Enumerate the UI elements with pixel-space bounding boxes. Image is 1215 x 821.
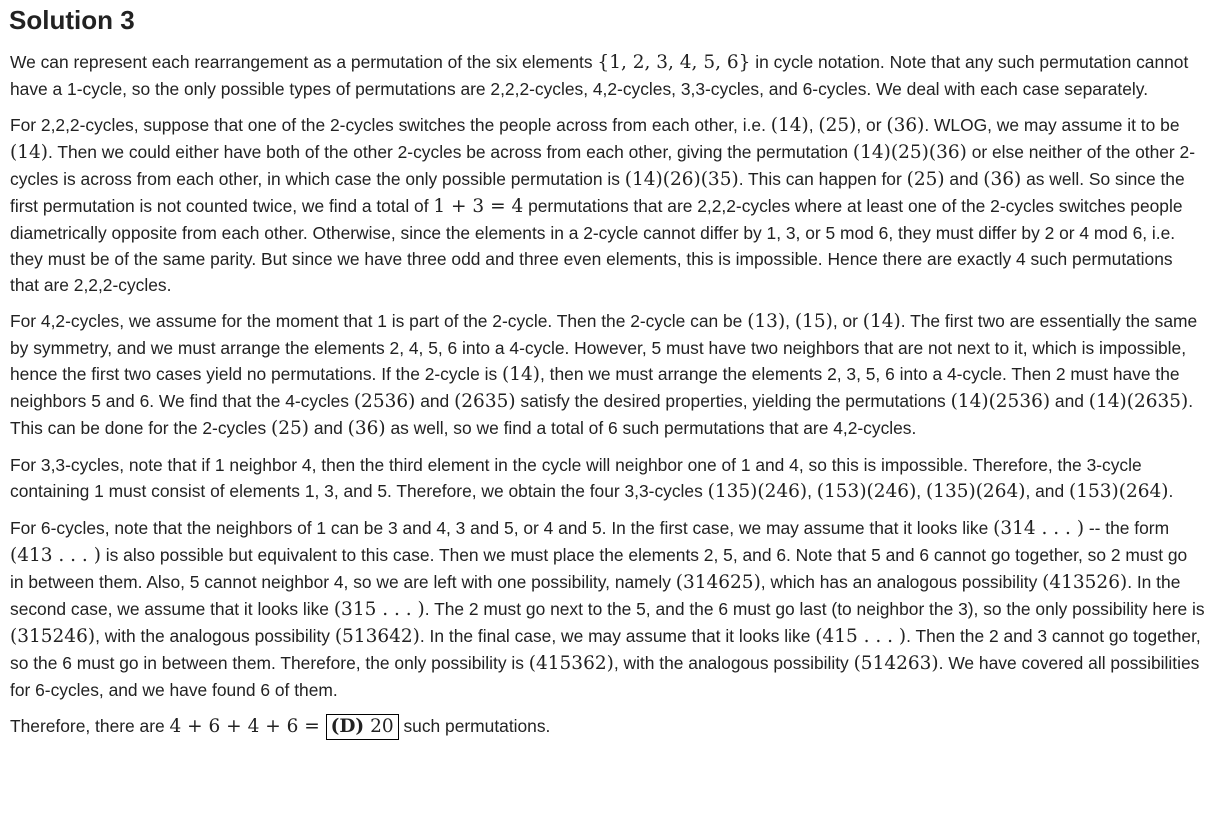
text: . Then the 2 and 3 cannot go together, so the 6 must go in between them. Therefore, the only possibility is [10, 626, 1201, 673]
math: (14)(2536) [950, 391, 1051, 412]
text: and [944, 169, 984, 189]
section-heading: Solution 3 [9, 5, 135, 35]
paragraph-6-cycles [10, 515, 1205, 703]
text: or else neither of the other 2-cycles is across from each other, in which case the only possible permutation is [10, 142, 1196, 189]
text: We can represent each rearrangement as a permutation of the six elements [10, 52, 598, 72]
answer-box [326, 714, 399, 740]
math: (2536) [353, 391, 416, 412]
text: is also possible but equivalent to this case. Then we must place the elements 2, 5, and 6. Note that 5 and 6 cannot go together, so 2 must go in between them. Also, 5 cannot neighbor 4, so we are left with one possibility, namely [10, 545, 1188, 592]
text: , then we must arrange the elements 2, 3, 5, 6 into a 4-cycle. Then 2 must have the neighbors 5 and 6. We find that the 4-cycles [10, 364, 1180, 411]
math: (14)(26)(35) [624, 169, 739, 190]
text: . This can happen for [738, 169, 907, 189]
math: {1, 2, 3, 4, 5, 6} [597, 52, 751, 73]
math: 4 + 6 + 4 + 6 = [169, 716, 326, 737]
math: (2635) [454, 391, 516, 412]
text: such permutations. [398, 716, 551, 736]
text: , or [856, 115, 887, 135]
math: (514263) [853, 653, 939, 674]
text: . Then we could either have both of the other 2-cycles be across from each other, giving the permutation [47, 142, 853, 162]
text: and [308, 418, 348, 438]
text: -- the form [1084, 518, 1170, 538]
math: (14)(2635) [1088, 391, 1189, 412]
math: (315 . . . ) [333, 599, 425, 620]
text: , with the analogous possibility [613, 653, 854, 673]
text: , with the analogous possibility [95, 626, 335, 646]
text: , or [832, 311, 863, 331]
text: in cycle notation. Note that any such permutation cannot have a 1-cycle, so the only possible types of permutations are 2,2,2-cycles, 4,2-cycles, 3,3-cycles, and 6-cycles. We deal with each case separately. [10, 52, 1189, 99]
text: For 4,2-cycles, we assume for the moment that 1 is part of the 2-cycle. Then the 2-cycle can be [10, 311, 748, 331]
math: (14) [770, 115, 809, 136]
text: , [916, 481, 926, 501]
text: as well. So since the first permutation is not counted twice, we find a total of [10, 169, 1185, 216]
math: (415362) [528, 653, 614, 674]
text: . WLOG, we may assume it to be [924, 115, 1180, 135]
text: satisfy the desired properties, yielding the permutations [515, 391, 951, 411]
math: (36) [886, 115, 925, 136]
math: (153)(246) [816, 481, 917, 502]
text: . This can be done for the 2-cycles [10, 391, 1194, 438]
math: (14) [862, 311, 901, 332]
paragraph-intro [10, 49, 1205, 102]
text: Therefore, there are [10, 716, 170, 736]
math: (25) [818, 115, 857, 136]
math: (14) [10, 142, 48, 163]
math: (135)(264) [925, 481, 1026, 502]
math: (25) [271, 418, 309, 439]
text: as well, so we find a total of 6 such permutations that are 4,2-cycles. [385, 418, 917, 438]
paragraph-222-cycles [10, 112, 1205, 298]
math: (36) [983, 169, 1022, 190]
text: , [785, 311, 795, 331]
math: (314625) [675, 572, 761, 593]
math: (413526) [1042, 572, 1128, 593]
math: (415 . . . ) [815, 626, 907, 647]
math: (15) [794, 311, 833, 332]
paragraph-33-cycles [10, 452, 1205, 505]
answer-value: 20 [364, 716, 394, 737]
text: . The 2 must go next to the 5, and the 6 must go last (to neighbor the 3), so the only possibility here is [424, 599, 1205, 619]
math: (413 . . . ) [10, 545, 101, 566]
math: (135)(246) [707, 481, 808, 502]
math: (513642) [334, 626, 420, 647]
math: (13) [747, 311, 786, 332]
math: (36) [347, 418, 386, 439]
math: (14)(25)(36) [852, 142, 967, 163]
text: . We have covered all possibilities for 6-cycles, and we have found 6 of them. [10, 653, 1200, 700]
text: and [415, 391, 455, 411]
text: . [1168, 481, 1174, 501]
math: (14) [502, 364, 540, 385]
text: . In the second case, we assume that it looks like [10, 572, 1181, 619]
answer-letter: (D) [330, 716, 365, 737]
text: . The first two are essentially the same by symmetry, and we must arrange the elements 2, 4, 5, 6 into a 4-cycle. However, 5 must have two neighbors that are not next to it, which is impossible, hence the first two cases yield no permutations. If the 2-cycle is [10, 311, 1198, 384]
math: (314 . . . ) [993, 518, 1085, 539]
paragraph-42-cycles [10, 308, 1205, 442]
math: (153)(264) [1068, 481, 1169, 502]
paragraph-conclusion [10, 713, 1205, 740]
text: , which has an analogous possibility [760, 572, 1043, 592]
math: (25) [906, 169, 945, 190]
text: . In the final case, we may assume that it looks like [419, 626, 816, 646]
math: 1 + 3 = 4 [433, 196, 524, 217]
text: For 3,3-cycles, note that if 1 neighbor 4, then the third element in the cycle will neighbor one of 1 and 4, so this is impossible. Therefore, the 3-cycle containing 1 must consist of elements 1, 3, and 5. Therefore, we obtain the four 3,3-cycles [10, 455, 1142, 501]
text: , [808, 115, 819, 135]
text: permutations that are 2,2,2-cycles where at least one of the 2-cycles switches people diametrically opposite from each other. Otherwise, since the elements in a 2-cycle cannot differ by 1, 3, or 5 mod 6, they must differ by 2 or 4 mod 6, i.e. they must be of the same parity. But since we have three odd and three even elements, this is impossible. Hence there are exactly 4 such permutations that are 2,2,2-cycles. [10, 196, 1183, 295]
text: , [807, 481, 817, 501]
text: , and [1025, 481, 1069, 501]
text: For 2,2,2-cycles, suppose that one of the 2-cycles switches the people across from each other, i.e. [10, 115, 771, 135]
math: (315246) [10, 626, 96, 647]
text: For 6-cycles, note that the neighbors of 1 can be 3 and 4, 3 and 5, or 4 and 5. In the first case, we may assume that it looks like [10, 518, 994, 538]
text: and [1050, 391, 1089, 411]
